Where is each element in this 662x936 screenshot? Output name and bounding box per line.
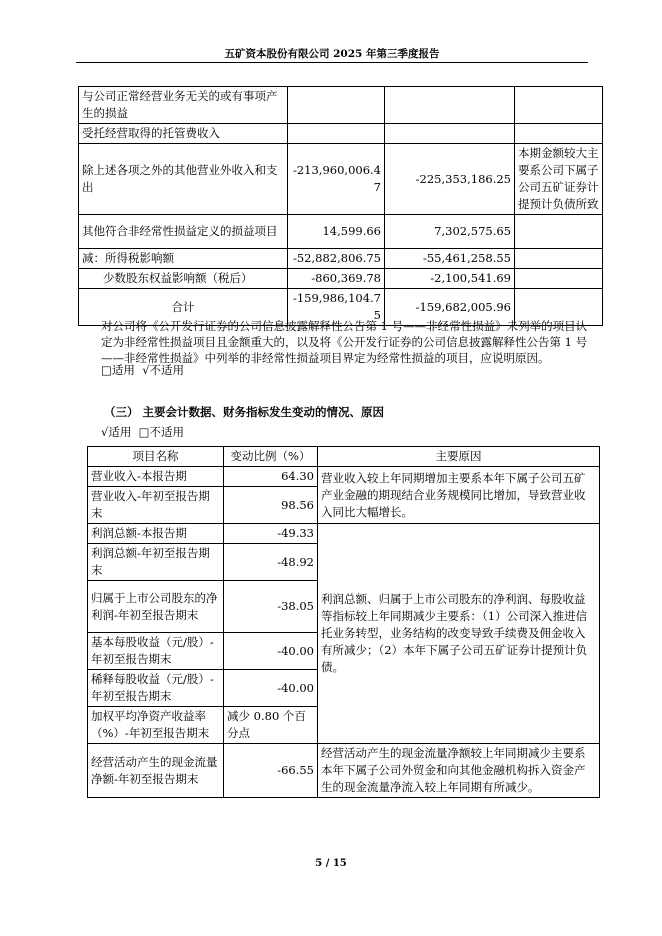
item-cell: 受托经营取得的托管费收入	[79, 124, 288, 144]
ratio-cell: -49.33	[224, 524, 318, 544]
item-cell: 合计	[79, 289, 288, 326]
note-cell	[515, 249, 603, 269]
table-row	[79, 87, 603, 124]
period-cell: -860,369.78	[288, 269, 385, 289]
item-cell: 稀释每股收益（元/股）-年初至报告期末	[88, 670, 224, 707]
reason-cell: 营业收入较上年同期增加主要系本年下属子公司五矿产业金融的期现结合业务规模同比增加，导致营业收入同比大幅增长。	[318, 467, 600, 524]
table-row	[79, 215, 603, 249]
ratio-cell: 减少 0.80 个百分点	[224, 707, 318, 744]
note-paragraph: 对公司将《公开发行证券的公司信息披露解释性公告第 1 号——非经常性损益》未列举的项目认定为非经常性损益项目且金额重大的，以及将《公开发行证券的公司信息披露解释性公告第 1 号——非经常性损益》中列举的非经常性损益项目界定为经常性损益的项目，应说明原因。	[101, 319, 588, 365]
ratio-cell: 64.30	[224, 467, 318, 487]
period-cell: -213,960,006.47	[288, 144, 385, 215]
note-cell: 本期金额较大主要系公司下属子公司五矿证券计提预计负债所致	[515, 144, 603, 215]
ratio-cell: -66.55	[224, 744, 318, 798]
table-row	[79, 269, 603, 289]
section-heading: （三） 主要会计数据、财务指标发生变动的情况、原因	[104, 405, 385, 419]
table-row	[88, 524, 600, 544]
period-cell: -159,986,104.75	[288, 289, 385, 326]
period-cell	[288, 124, 385, 144]
item-cell: 与公司正常经营业务无关的或有事项产生的损益	[79, 87, 288, 124]
not-applicable-checkbox[interactable]: □不适用	[138, 425, 185, 439]
applicable-checkbox[interactable]: √适用	[101, 425, 132, 439]
item-cell: 基本每股收益（元/股）-年初至报告期末	[88, 633, 224, 670]
header-cell: 主要原因	[318, 447, 600, 467]
ratio-cell: 98.56	[224, 487, 318, 524]
note-cell	[515, 269, 603, 289]
table-row	[79, 144, 603, 215]
reason-cell: 经营活动产生的现金流量净额较上年同期减少主要系本年下属子公司外贸金和向其他金融机构拆入资金产生的现金流量净流入较上年同期有所减少。	[318, 744, 600, 798]
period-cell: -52,882,806.75	[288, 249, 385, 269]
item-cell: 利润总额-本报告期	[88, 524, 224, 544]
ratio-cell: -48.92	[224, 544, 318, 581]
ratio-cell: -40.00	[224, 670, 318, 707]
note-cell	[515, 124, 603, 144]
ytd-cell	[385, 87, 515, 124]
page-header: 五矿资本股份有限公司 2025 年第三季度报告	[224, 48, 440, 60]
page-number: 5 / 15	[315, 858, 347, 869]
item-cell: 利润总额-年初至报告期末	[88, 544, 224, 581]
note-cell	[515, 87, 603, 124]
options-row-1	[101, 362, 184, 378]
note-cell	[515, 215, 603, 249]
table-row	[79, 249, 603, 269]
header-divider	[76, 62, 588, 63]
item-cell: 经营活动产生的现金流量净额-年初至报告期末	[88, 744, 224, 798]
table-row	[88, 744, 600, 798]
ytd-cell: -55,461,258.55	[385, 249, 515, 269]
header-cell: 变动比例（%）	[224, 447, 318, 467]
item-cell: 其他符合非经常性损益定义的损益项目	[79, 215, 288, 249]
period-cell: 14,599.66	[288, 215, 385, 249]
item-cell: 少数股东权益影响额（税后）	[79, 269, 288, 289]
applicable-checkbox[interactable]: □适用	[101, 363, 135, 377]
ratio-cell: -40.00	[224, 633, 318, 670]
item-cell: 营业收入-本报告期	[88, 467, 224, 487]
non-recurring-items-table	[78, 86, 603, 326]
item-cell: 归属于上市公司股东的净利润-年初至报告期末	[88, 581, 224, 633]
table-row	[88, 467, 600, 487]
table-header-row	[88, 447, 600, 467]
ytd-cell: -225,353,186.25	[385, 144, 515, 215]
item-cell: 加权平均净资产收益率（%）-年初至报告期末	[88, 707, 224, 744]
changes-table	[87, 446, 600, 798]
not-applicable-checkbox[interactable]: √不适用	[142, 363, 185, 377]
options-row-2	[101, 424, 184, 440]
item-cell: 除上述各项之外的其他营业外收入和支出	[79, 144, 288, 215]
ratio-cell: -38.05	[224, 581, 318, 633]
period-cell	[288, 87, 385, 124]
ytd-cell: 7,302,575.65	[385, 215, 515, 249]
ytd-cell: -159,682,005.96	[385, 289, 515, 326]
ytd-cell	[385, 124, 515, 144]
item-cell: 减：所得税影响额	[79, 249, 288, 269]
item-cell: 营业收入-年初至报告期末	[88, 487, 224, 524]
table-row	[79, 124, 603, 144]
reason-cell: 利润总额、归属于上市公司股东的净利润、每股收益等指标较上年同期减少主要系：（1）公司深入推进信托业务转型，业务结构的改变导致手续费及佣金收入有所减少；（2）本年下属子公司五矿证券计提预计负债。	[318, 524, 600, 744]
ytd-cell: -2,100,541.69	[385, 269, 515, 289]
header-cell: 项目名称	[88, 447, 224, 467]
